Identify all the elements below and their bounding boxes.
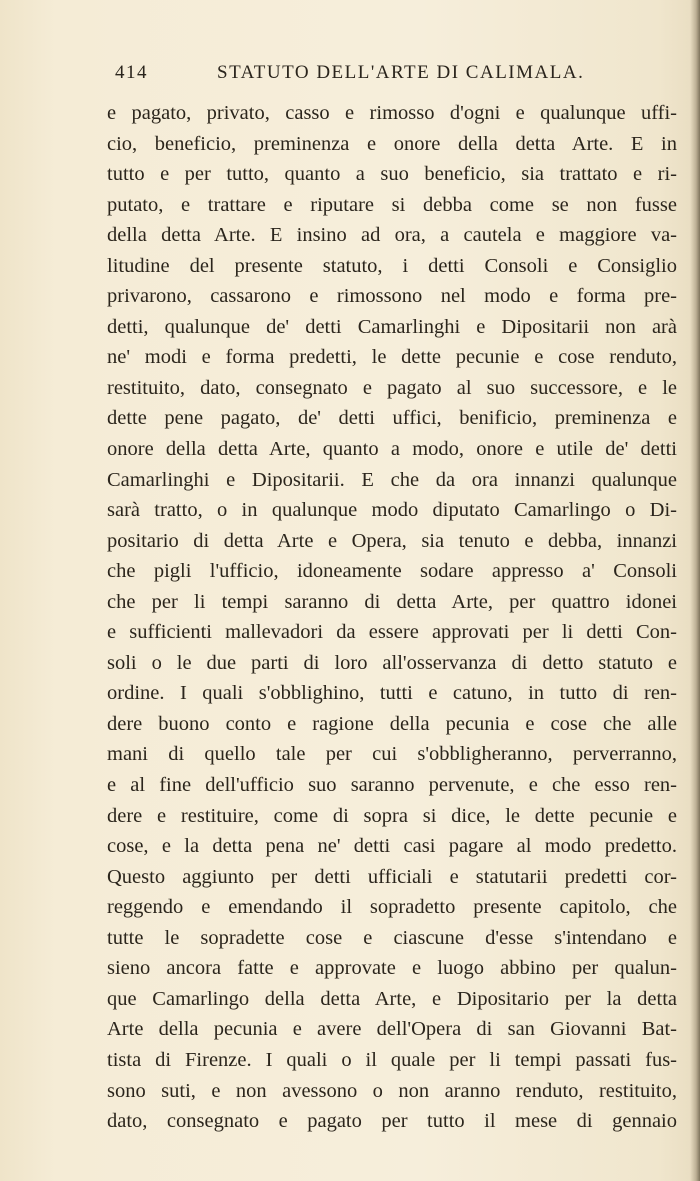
text-line: sieno ancora fatte e approvate e luogo abbino per qualun-: [107, 957, 677, 980]
text-line: dato, consegnato e pagato per tutto il mese di gennaio: [107, 1110, 677, 1133]
text-line: dette pene pagato, de' detti uffici, benificio, preminenza e: [107, 407, 677, 430]
text-line: dere e restituire, come di sopra si dice, le dette pecunie e: [107, 804, 677, 827]
text-line: della detta Arte. E insino ad ora, a cautela e maggiore va-: [107, 224, 677, 247]
text-line: che per li tempi saranno di detta Arte, per quattro idonei: [107, 590, 677, 613]
text-line: tista di Firenze. I quali o il quale per li tempi passati fus-: [107, 1048, 677, 1071]
body-text: [107, 98, 677, 1137]
text-line: privarono, cassarono e rimossono nel modo e forma pre-: [107, 285, 677, 308]
text-line: tutte le sopradette cose e ciascune d'esse s'intendano e: [107, 926, 677, 949]
text-line: dere buono conto e ragione della pecunia e cose che alle: [107, 712, 677, 735]
text-line: soli o le due parti di loro all'osservanza di detto statuto e: [107, 651, 677, 674]
text-line: putato, e trattare e riputare si debba come se non fusse: [107, 193, 677, 216]
text-line: cose, e la detta pena ne' detti casi pagare al modo predetto.: [107, 835, 677, 858]
text-line: Camarlinghi e Dipositarii. E che da ora innanzi qualunque: [107, 468, 677, 491]
text-line: Questo aggiunto per detti ufficiali e statutarii predetti cor-: [107, 865, 677, 888]
text-line: e al fine dell'ufficio suo saranno pervenute, e che esso ren-: [107, 774, 677, 797]
page-number: 414: [115, 62, 148, 83]
text-line: e sufficienti mallevadori da essere approvati per li detti Con-: [107, 621, 677, 644]
text-line: tutto e per tutto, quanto a suo beneficio, sia trattato e ri-: [107, 163, 677, 186]
text-line: que Camarlingo della detta Arte, e Dipositario per la detta: [107, 987, 677, 1010]
text-line: positario di detta Arte e Opera, sia tenuto e debba, innanzi: [107, 529, 677, 552]
text-line: ne' modi e forma predetti, le dette pecunie e cose renduto,: [107, 346, 677, 369]
text-line: mani di quello tale per cui s'obbligheranno, perverranno,: [107, 743, 677, 766]
text-line: detti, qualunque de' detti Camarlinghi e Dipositarii non arà: [107, 315, 677, 338]
text-line: restituito, dato, consegnato e pagato al suo successore, e le: [107, 376, 677, 399]
text-line: che pigli l'ufficio, idoneamente sodare appresso a' Consoli: [107, 560, 677, 583]
text-line: onore della detta Arte, quanto a modo, onore e utile de' detti: [107, 438, 677, 461]
text-line: cio, beneficio, preminenza e onore della detta Arte. E in: [107, 132, 677, 155]
running-title: STATUTO DELL'ARTE DI CALIMALA.: [217, 62, 585, 83]
text-line: sono suti, e non avessono o non aranno renduto, restituito,: [107, 1079, 677, 1102]
text-line: e pagato, privato, casso e rimosso d'ogni e qualunque uffi-: [107, 102, 677, 124]
text-line: litudine del presente statuto, i detti Consoli e Consiglio: [107, 254, 677, 277]
page-edge-shadow: [690, 0, 700, 1181]
text-line: ordine. I quali s'obblighino, tutti e catuno, in tutto di ren-: [107, 682, 677, 705]
text-line: Arte della pecunia e avere dell'Opera di san Giovanni Bat-: [107, 1018, 677, 1041]
running-head: [115, 62, 675, 86]
text-line: reggendo e emendando il sopradetto presente capitolo, che: [107, 896, 677, 919]
text-line: sarà tratto, o in qualunque modo diputato Camarlingo o Di-: [107, 499, 677, 522]
